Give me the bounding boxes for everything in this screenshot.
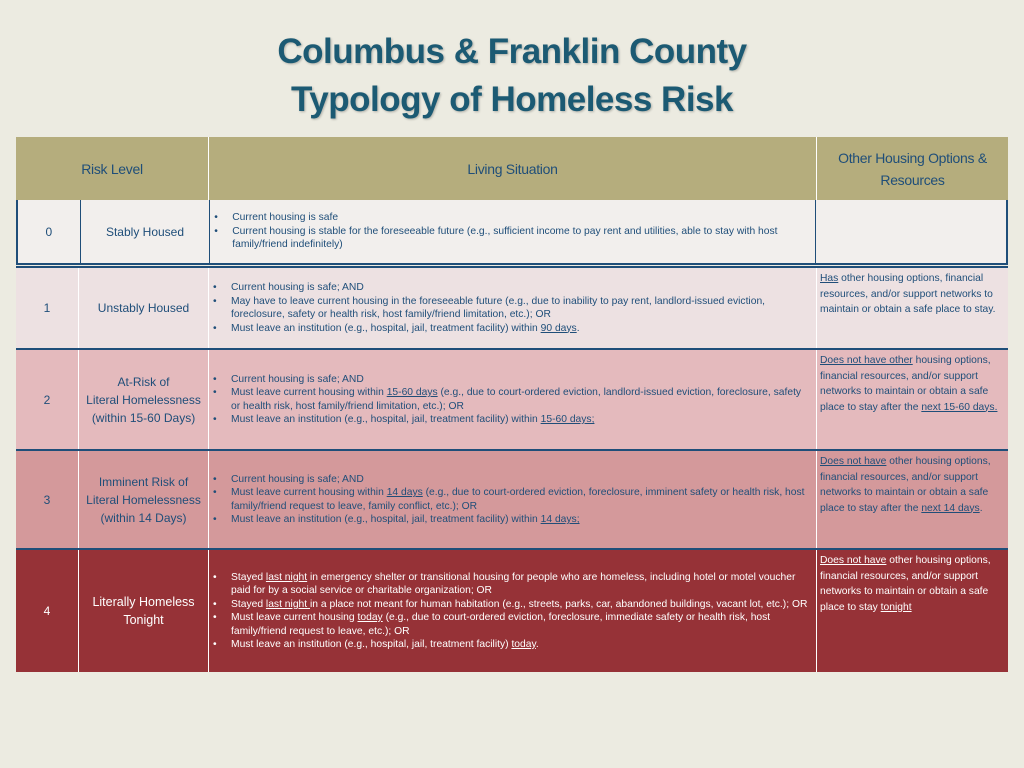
risk-level-line: Literal Homelessness [86,492,201,507]
living-situation-item [231,611,812,638]
text-run: Must leave an institution (e.g., hospital, jail, treatment facility) [231,639,512,650]
living-situation [208,550,816,672]
text-run: . [576,322,580,334]
page-title [0,28,1024,124]
text-run: Must leave current housing within [231,387,387,398]
living-situation-item [232,211,811,225]
living-situation-item [231,413,812,427]
underlined-text: 15-60 days; [540,414,595,425]
risk-number: 4 [43,604,51,618]
risk-level-line: At-Risk of [117,374,170,389]
text-run: Stayed [231,571,266,583]
other-options [815,200,1006,263]
risk-number: 3 [43,492,51,507]
text-run: (e.g., due to court-ordered eviction, foreclosure, imminent safety or health risk, host family/friend request to leave, family conflict, etc.); OR [231,487,805,512]
risk-level-line: Unstably Housed [97,301,190,315]
text-run: Must leave an institution (e.g., hospital, jail, treatment facility) within [231,322,541,334]
living-situation-item [232,225,811,252]
risk-number: 1 [43,301,51,315]
text-run: in emergency shelter or transitional housing for people who are homeless, including hotel or motel voucher paid for by a social service or charitable organization; OR [231,571,796,596]
text-run: . [535,639,539,650]
text-run: in a place not meant for human habitation (e.g., streets, parks, car, abandoned buildings, vacant lot, etc.); OR [310,598,808,610]
risk-level-label [78,268,208,348]
living-situation-item [231,281,812,295]
text-run: other housing options, financial resources, and/or support networks to maintain or obtain a safe place to stay after the [820,456,991,514]
underlined-text: 15-60 days [386,387,438,398]
text-run: Current housing is safe; AND [231,282,364,293]
other-options [816,550,1008,672]
risk-level-label [78,350,208,449]
risk-level-line: (within 15-60 Days) [91,410,196,425]
living-situation-item [231,322,812,336]
header-living-situation: Living Situation [208,137,816,200]
header-other-options: Other Housing Options & Resources [816,137,1008,200]
table-row-0 [16,200,1008,265]
underlined-text: today [357,612,383,623]
table-row-4 [16,550,1008,672]
text-run: Current housing is safe [232,212,339,224]
other-options [816,268,1008,348]
text-run: Must leave an institution (e.g., hospital, jail, treatment facility) within [231,514,541,525]
living-situation-item [231,386,812,413]
table-row-1 [16,266,1008,348]
title-line-2: Typology of Homeless Risk [291,80,733,119]
text-run: other housing options, financial resources, and/or support networks to maintain or obtain a safe place to stay. [820,273,996,315]
living-situation-item [231,373,812,387]
underlined-text: last night [265,598,310,610]
table-header-row [16,137,1008,200]
risk-level-line: (within 14 Days) [100,510,187,525]
underlined-text: tonight [880,601,912,613]
risk-level-label [78,550,208,672]
text-run: Must leave current housing within [231,487,387,498]
other-options [816,350,1008,449]
risk-level-line: Literally Homeless [92,595,195,609]
living-situation-item [231,473,812,487]
risk-level-label [78,451,208,548]
living-situation-item [231,513,812,527]
text-run: Must leave current housing [231,612,358,623]
living-situation-item [231,295,812,322]
underlined-text: last night [265,571,308,583]
other-options [816,451,1008,548]
text-run: Stayed [231,598,266,610]
underlined-text: Does not have [820,555,887,566]
underlined-text: 14 days; [540,514,580,525]
table-row-3 [16,449,1008,550]
underlined-text: Does not have other [820,355,913,366]
underlined-text: today [511,639,536,650]
text-run: May have to leave current housing in the foreseeable future (e.g., due to inability to pay rent, landlord-issued eviction, foreclosure, safety or health risk, host family/friend limitation, etc.); OR [231,295,766,320]
text-run: Must leave an institution (e.g., hospital, jail, treatment facility) within [231,414,541,425]
risk-level-line: Imminent Risk of [98,474,189,489]
living-situation-item [231,486,812,513]
living-situation [208,350,816,449]
underlined-text: next 14 days [921,502,980,514]
living-situation-item [231,571,812,598]
risk-level-line: Stably Housed [105,224,185,239]
living-situation-item [231,638,812,652]
text-run: Current housing is stable for the foreseeable future (e.g., sufficient income to pay rent and utilities, able to stay with host family/friend indefinitely) [232,225,778,251]
table-row-2 [16,348,1008,449]
risk-number: 2 [43,392,51,407]
living-situation-item [231,598,812,612]
underlined-text: Does not have [820,456,887,467]
risk-number: 0 [45,224,53,239]
text-run: Current housing is safe; AND [231,373,364,385]
text-run: other housing options, financial resources, and/or support networks to maintain or obtain a safe place to stay [820,555,991,613]
underlined-text: 90 days [540,322,577,334]
text-run: housing options, financial resources, and/or support networks to maintain or obtain a safe place to stay after the [820,355,991,413]
risk-level-line: Literal Homelessness [86,392,201,407]
text-run: (e.g., due to court-ordered eviction, landlord-issued eviction, foreclosure, safety or health risk, host family/friend limitation, etc.); OR [231,387,802,412]
risk-level-line: Tonight [123,613,164,627]
text-run: . [979,502,983,514]
title-line-1: Columbus & Franklin County [277,32,747,71]
underlined-text: 14 days [386,487,423,498]
living-situation [208,451,816,548]
living-situation [208,268,816,348]
underlined-text: next 15-60 days. [921,401,998,413]
header-risk-level: Risk Level [81,160,143,177]
living-situation [209,200,815,263]
risk-level-label [80,200,209,263]
underlined-text: Has [820,273,839,284]
text-run: Current housing is safe; AND [231,473,364,485]
text-run: (e.g., due to court-ordered eviction, foreclosure, immediate safety or health risk, host family/friend request to leave, etc.); OR [231,612,771,637]
